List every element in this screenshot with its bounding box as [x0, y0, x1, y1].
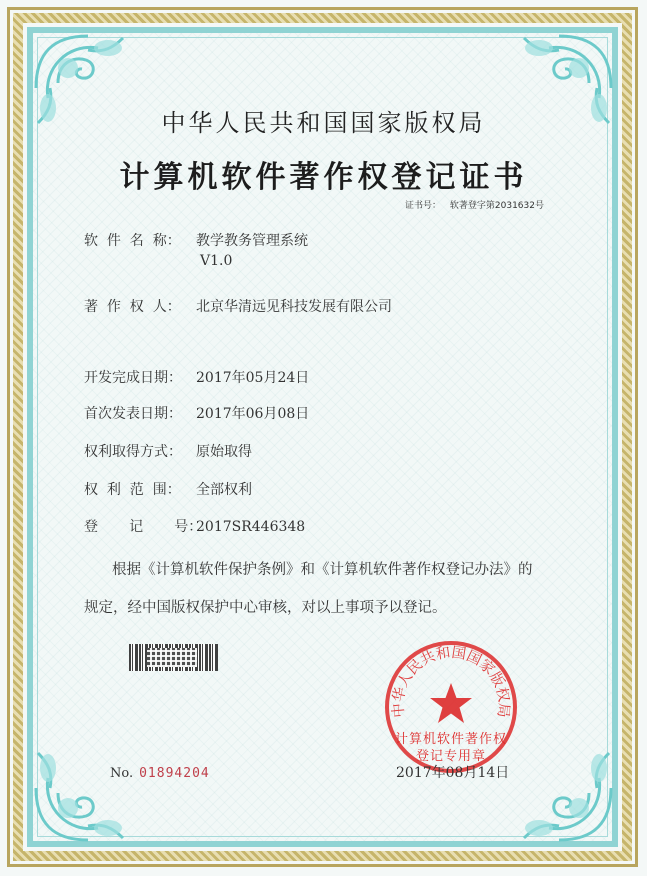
software-version: V1.0	[200, 253, 233, 269]
field-label: 软 件 名 称：	[84, 233, 181, 249]
field-first-publish-date	[84, 403, 309, 423]
field-label: 登 记 号：	[84, 519, 203, 535]
field-value: 2017年06月08日	[196, 406, 310, 422]
field-value: 原始取得	[196, 444, 252, 460]
field-rights-scope	[84, 479, 252, 499]
field-label: 权利取得方式：	[84, 444, 182, 460]
field-copyright-owner	[84, 296, 392, 316]
certificate-number	[405, 198, 544, 211]
serial-number	[110, 766, 210, 781]
issuing-authority: 中华人民共和国国家版权局	[161, 109, 486, 137]
serial-label: No.	[110, 766, 134, 781]
statement-line-1: 根据《计算机软件保护条例》和《计算机软件著作权登记办法》的	[112, 562, 533, 578]
issue-date: 2017年08月14日	[396, 765, 510, 781]
field-label: 权 利 范 围：	[84, 482, 181, 498]
cert-no-value: 软著登字第2031632号	[449, 201, 544, 211]
field-value: 2017SR446348	[196, 519, 306, 535]
seal-inner-line-2: 登记专用章	[415, 749, 486, 764]
field-value: 北京华清远见科技发展有限公司	[196, 299, 392, 315]
barcode-image	[129, 644, 218, 671]
field-value: 教学教务管理系统	[196, 233, 308, 249]
field-completion-date	[84, 367, 309, 387]
field-value: 全部权利	[196, 482, 252, 498]
seal-outer-text: 中华人民共和国国家版权局	[390, 644, 512, 719]
field-registration-no	[84, 516, 305, 536]
cert-no-label: 证书号：	[405, 201, 442, 211]
seal-star-icon	[430, 683, 472, 723]
corner-ornament-icon	[28, 728, 148, 848]
statement-line-2: 规定，经中国版权保护中心审核，对以上事项予以登记。	[84, 600, 447, 616]
certificate-title: 计算机软件著作权登记证书	[119, 160, 528, 195]
field-label: 首次发表日期：	[84, 406, 182, 422]
field-software-name	[84, 230, 308, 269]
serial-value: 01894204	[139, 766, 210, 781]
field-label: 开发完成日期：	[84, 370, 182, 386]
field-label: 著 作 权 人：	[84, 299, 181, 315]
field-acquisition-method	[84, 441, 252, 461]
seal-inner-line-1: 计算机软件著作权	[394, 732, 507, 747]
field-value: 2017年05月24日	[196, 370, 310, 386]
